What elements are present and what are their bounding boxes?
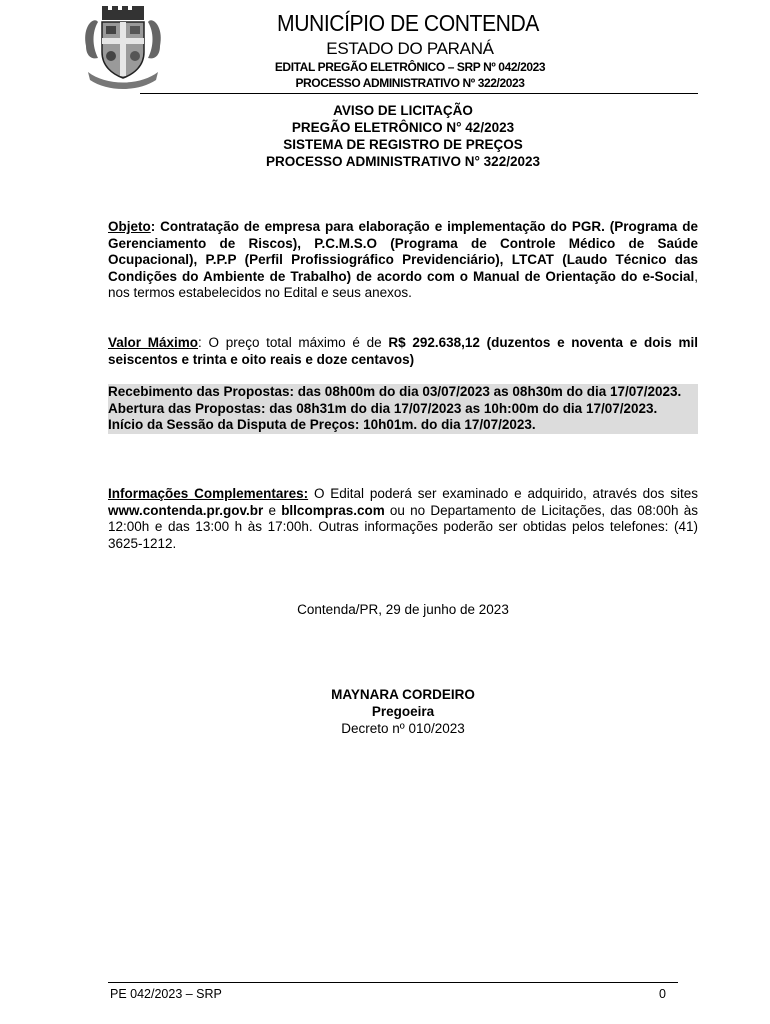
objeto-rest: , nos termos estabelecidos no Edital e seus anexos. [108,268,698,300]
objeto-description: : Contratação de empresa para elaboração e implementação do PGR. (Programa de Gerenciamento de Riscos), P.C.M.S.O (Programa de Controle Médico de Saúde Ocupacional), P.P.P (Perfil Profissiográfico Previdenciário), LTCAT (Laudo Técnico das Condições do Ambiente de Trabalho) de acordo com o Manual de Orientação do e-Social [108,219,698,284]
page-number: 0 [659,987,666,1001]
info-label: Informações Complementares: [108,486,309,501]
footer-reference: PE 042/2023 – SRP [110,987,222,1001]
signatory-role: Pregoeira [371,704,435,719]
dates-block [108,384,698,434]
valor-paragraph [108,335,698,368]
notice-line-2: PREGÃO ELETRÔNICO N° 42/2023 [291,120,515,135]
signature-block [108,686,698,737]
valor-label: Valor Máximo [108,335,198,350]
process-reference: PROCESSO ADMINISTRATIVO Nº 322/2023 [295,76,525,90]
notice-line-1: AVISO DE LICITAÇÃO [333,103,473,118]
objeto-label: Objeto [108,219,151,234]
info-paragraph [108,486,698,552]
valor-text: : O preço total máximo é de [198,335,389,350]
info-text-2: e [263,502,282,518]
notice-line-3: SISTEMA DE REGISTRO DE PREÇOS [283,137,523,152]
signatory-name: MAYNARA CORDEIRO [331,687,475,702]
inicio-sessao-line: Início da Sessão da Disputa de Preços: 10h01m. do dia 17/07/2023. [108,417,536,432]
place-date: Contenda/PR, 29 de junho de 2023 [297,602,509,617]
municipality-title: MUNICÍPIO DE CONTENDA [277,10,539,36]
signatory-decree: Decreto nº 010/2023 [341,721,465,736]
info-text-1: O Edital poderá ser examinado e adquirido, através dos sites [308,486,698,501]
info-text-3: ou no Departamento de Licitações, das 08:00h às 12:00h e das 13:00 h às 17:00h. Outras informações poderão ser obtidas pelos telefones: (41) 3625-1212. [108,502,699,551]
notice-line-4: PROCESSO ADMINISTRATIVO N° 322/2023 [266,154,540,169]
header-divider [140,93,698,94]
website-contenda: www.contenda.pr.gov.br [108,502,264,518]
footer-divider [108,982,678,983]
state-subtitle: ESTADO DO PARANÁ [326,39,494,58]
abertura-line: Abertura das Propostas: das 08h31m do dia 17/07/2023 as 10h:00m do dia 17/07/2023. [108,400,658,416]
notice-heading [108,102,698,170]
valor-amount: R$ 292.638,12 (duzentos e noventa e dois mil seiscentos e trinta e oito reais e doze centavos) [108,335,698,367]
recebimento-line: Recebimento das Propostas: das 08h00m do dia 03/07/2023 as 08h30m do dia 17/07/2023. [108,384,682,399]
objeto-paragraph [108,219,698,302]
website-bllcompras: bllcompras.com [281,502,385,518]
edital-reference: EDITAL PREGÃO ELETRÔNICO – SRP Nº 042/2023 [274,60,546,74]
